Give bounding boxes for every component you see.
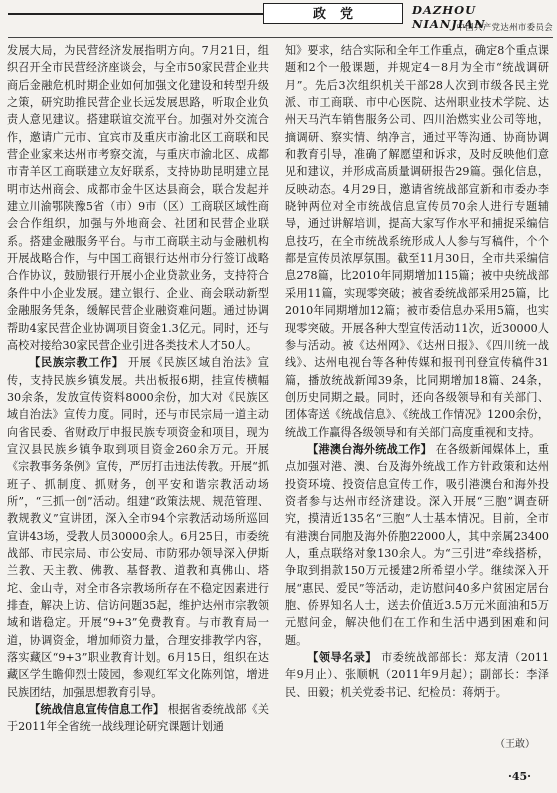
topic-body: 在各级新闻媒体上，重点加强对港、澳、台及海外统战工作方针政策和达州投资环境、投资信息宣传工作，吸引港澳台和海外投资者参与达州市经济建设。深入开展“三胞”调查研究，摸清近135名“三胞”人士基本情况。目前，全市有港澳台同胞及海外侨胞22000人，其中亲属23400人，重点联络对象130余人。为“三引进”牵线搭桥，争取到捐款150万元援建2所希望小学。继续深入开展“惠民、爱民”等活动，走访慰问40多户贫困定居台胞、侨界知名人士，送去价值近3.5万元米面油和5万元慰问金，解决他们在工作和生活中遇到困难和问题。 [285,442,549,647]
topic-heading: 【港澳台海外统战工作】 [307,442,432,456]
header-divider [8,37,553,38]
topic-paragraph [7,354,269,701]
header-organization: 中国共产党达州市委员会 [456,22,553,32]
section-title: 政党 [263,3,403,24]
topic-heading: 【领导名录】 [307,651,378,665]
topic-body: 市委统战部部长：郑友清（2011年9月止）、张顺帆（2011年9月起）；副部长：李泽民、田毅；机关党委书记、纪检员：蒋炳于。 [285,651,549,699]
paragraph: 发展大局，为民营经济发展指明方向。7月21日，组织召开全市民营经济座谈会，与全市50家民营企业共商后金融危机时期企业如何加强文化建设和转型升级之策，研究助推民营企业长远发展思路，听取企业负责人意见建议。搭建联谊交流平台。加强对外交流合作，邀请广元市、宜宾市及重庆市渝北区工商联和民营企业家来达州市考察交流，与重庆市渝北区、成都市青羊区工商联建立友好联系，支持协助昆明建立昆明市达州商会、成都市金牛区达县商会，联合发起并建立川渝鄂陕豫5省（市）9市（区）工商联区域性商会合作组织，加强与外地商会、社团和民营企业联系。搭建金融服务平台。与市工商联主动与金融机构开展战略合作，与中国工商银行达州市分行签订战略合作协议，鼓励银行开展小企业贷款业务，支持符合条件中小企业发展。建立银行、企业、商会联动新型金融服务凭条，缓解民营企业融资难问题。通过协调帮助4家民营企业协调项目资金1.3亿元。同时，还与高校对接给30家民营企业引进各类技术人才50人。 [7,44,269,352]
header-rule [8,13,263,15]
topic-heading: 【民族宗教工作】 [29,356,124,370]
topic-paragraph [285,441,549,649]
page-number: ·45· [508,770,531,783]
author-credit: （王敢） [495,739,535,750]
topic-body: 开展《民族区域自治法》宣传，支持民族乡镇发展。共出板报6期，挂宣传横幅30余条，发放宣传资料8000余份，加大对《民族区域自治法》宣传力度。同时，还与市民宗局一道主动向省民委、省财政厅申报民族专项资金和项目，现为宣汉县民族乡镇争取到项目资金260余万元。开展《宗教事务条例》宣传，严厉打击违法传教。开展“抓班子、抓制度、抓财务，创平安和谐宗教活动场所”，“三抓一创”活动。组建“政策法规、规范管理、教规教义”宣讲团，深入全市94个宗教活动场所巡回宣讲43场，受教人员30000余人。6月25日，市委统战部、市民宗局、市公安局、市防邪办领导深入伊斯兰教、天主教、佛教、基督教、道教和真佛山、塔坨、金山寺，对全市各宗教场所存在不稳定因素进行排查，解决上访、信访问题35起，维护达州市宗教领域和谐稳定。开展“9+3”免费教育。与市教育局一道，协调资金，增加师资力量，合理安排教学内容，落实藏区“9+3”职业教育计划。6月15日，组织在达藏区学生瞻仰烈士陵园，参观红军文化陈列馆，增进民族团结，加强思想教育引导。 [7,356,269,699]
left-column [7,42,269,757]
paragraph: 知》要求，结合实际和全年工作重点，确定8个重点课题和2个一般课题，并规定4－8月为全市“统战调研月”。先后3次组织机关干部28人次到市级各民主党派、市工商联、市中心医院、达州职业技术学院、达州天马汽车销售服务公司、四川治燃实业公司等地，摘调研、察实情、纳净言，通过平等沟通、协商协调和教育引导，准确了解愿望和诉求，及时反映他们意见和建议，并形成高质量调研报告29篇。强化信息，反映动态。4月29日，邀请省统战部宣新和市委办李晓钟两位对全市统战信息宣传员70余人进行专题辅导，通过讲解培训，提高大家写作水平和捕捉采编信息技巧，在全市统战系统形成人人参与写稿件，个个都是宣传员浓厚氛围。截至11月30日，全市共采编信息278篇，比2010年同期增加115篇；被中央统战部采用11篇，实现零突破；被省委统战部采用25篇，比2010年同期增加12篇；被市委信息办采用5篇，也实现零突破。开展各种大型宣传活动11次，近30000人参与活动。被《达州网》、《达州日报》、《四川统一战线》、达州电视台等各种传媒和报刊刊登宣传稿件31篇，播放统战新闻39条，比同期增加18篇、24条，创历史同期之最。同时，还向各级领导和有关部门、团体寄送《统战信息》、《统战工作情况》1200余份，统战工作赢得各级领导和有关部门高度重视和支持。 [285,44,549,439]
topic-body: 根据省委统战部《关于2011年全省统一战线理论研究课题计划通 [7,703,269,734]
right-column [285,42,549,757]
topic-heading: 【统战信息宣传信息工作】 [29,703,165,717]
yearbook-title: DAZHOU NIANJIAN [412,3,486,31]
topic-paragraph [7,701,269,736]
topic-paragraph [285,649,549,701]
page-header [0,0,557,40]
